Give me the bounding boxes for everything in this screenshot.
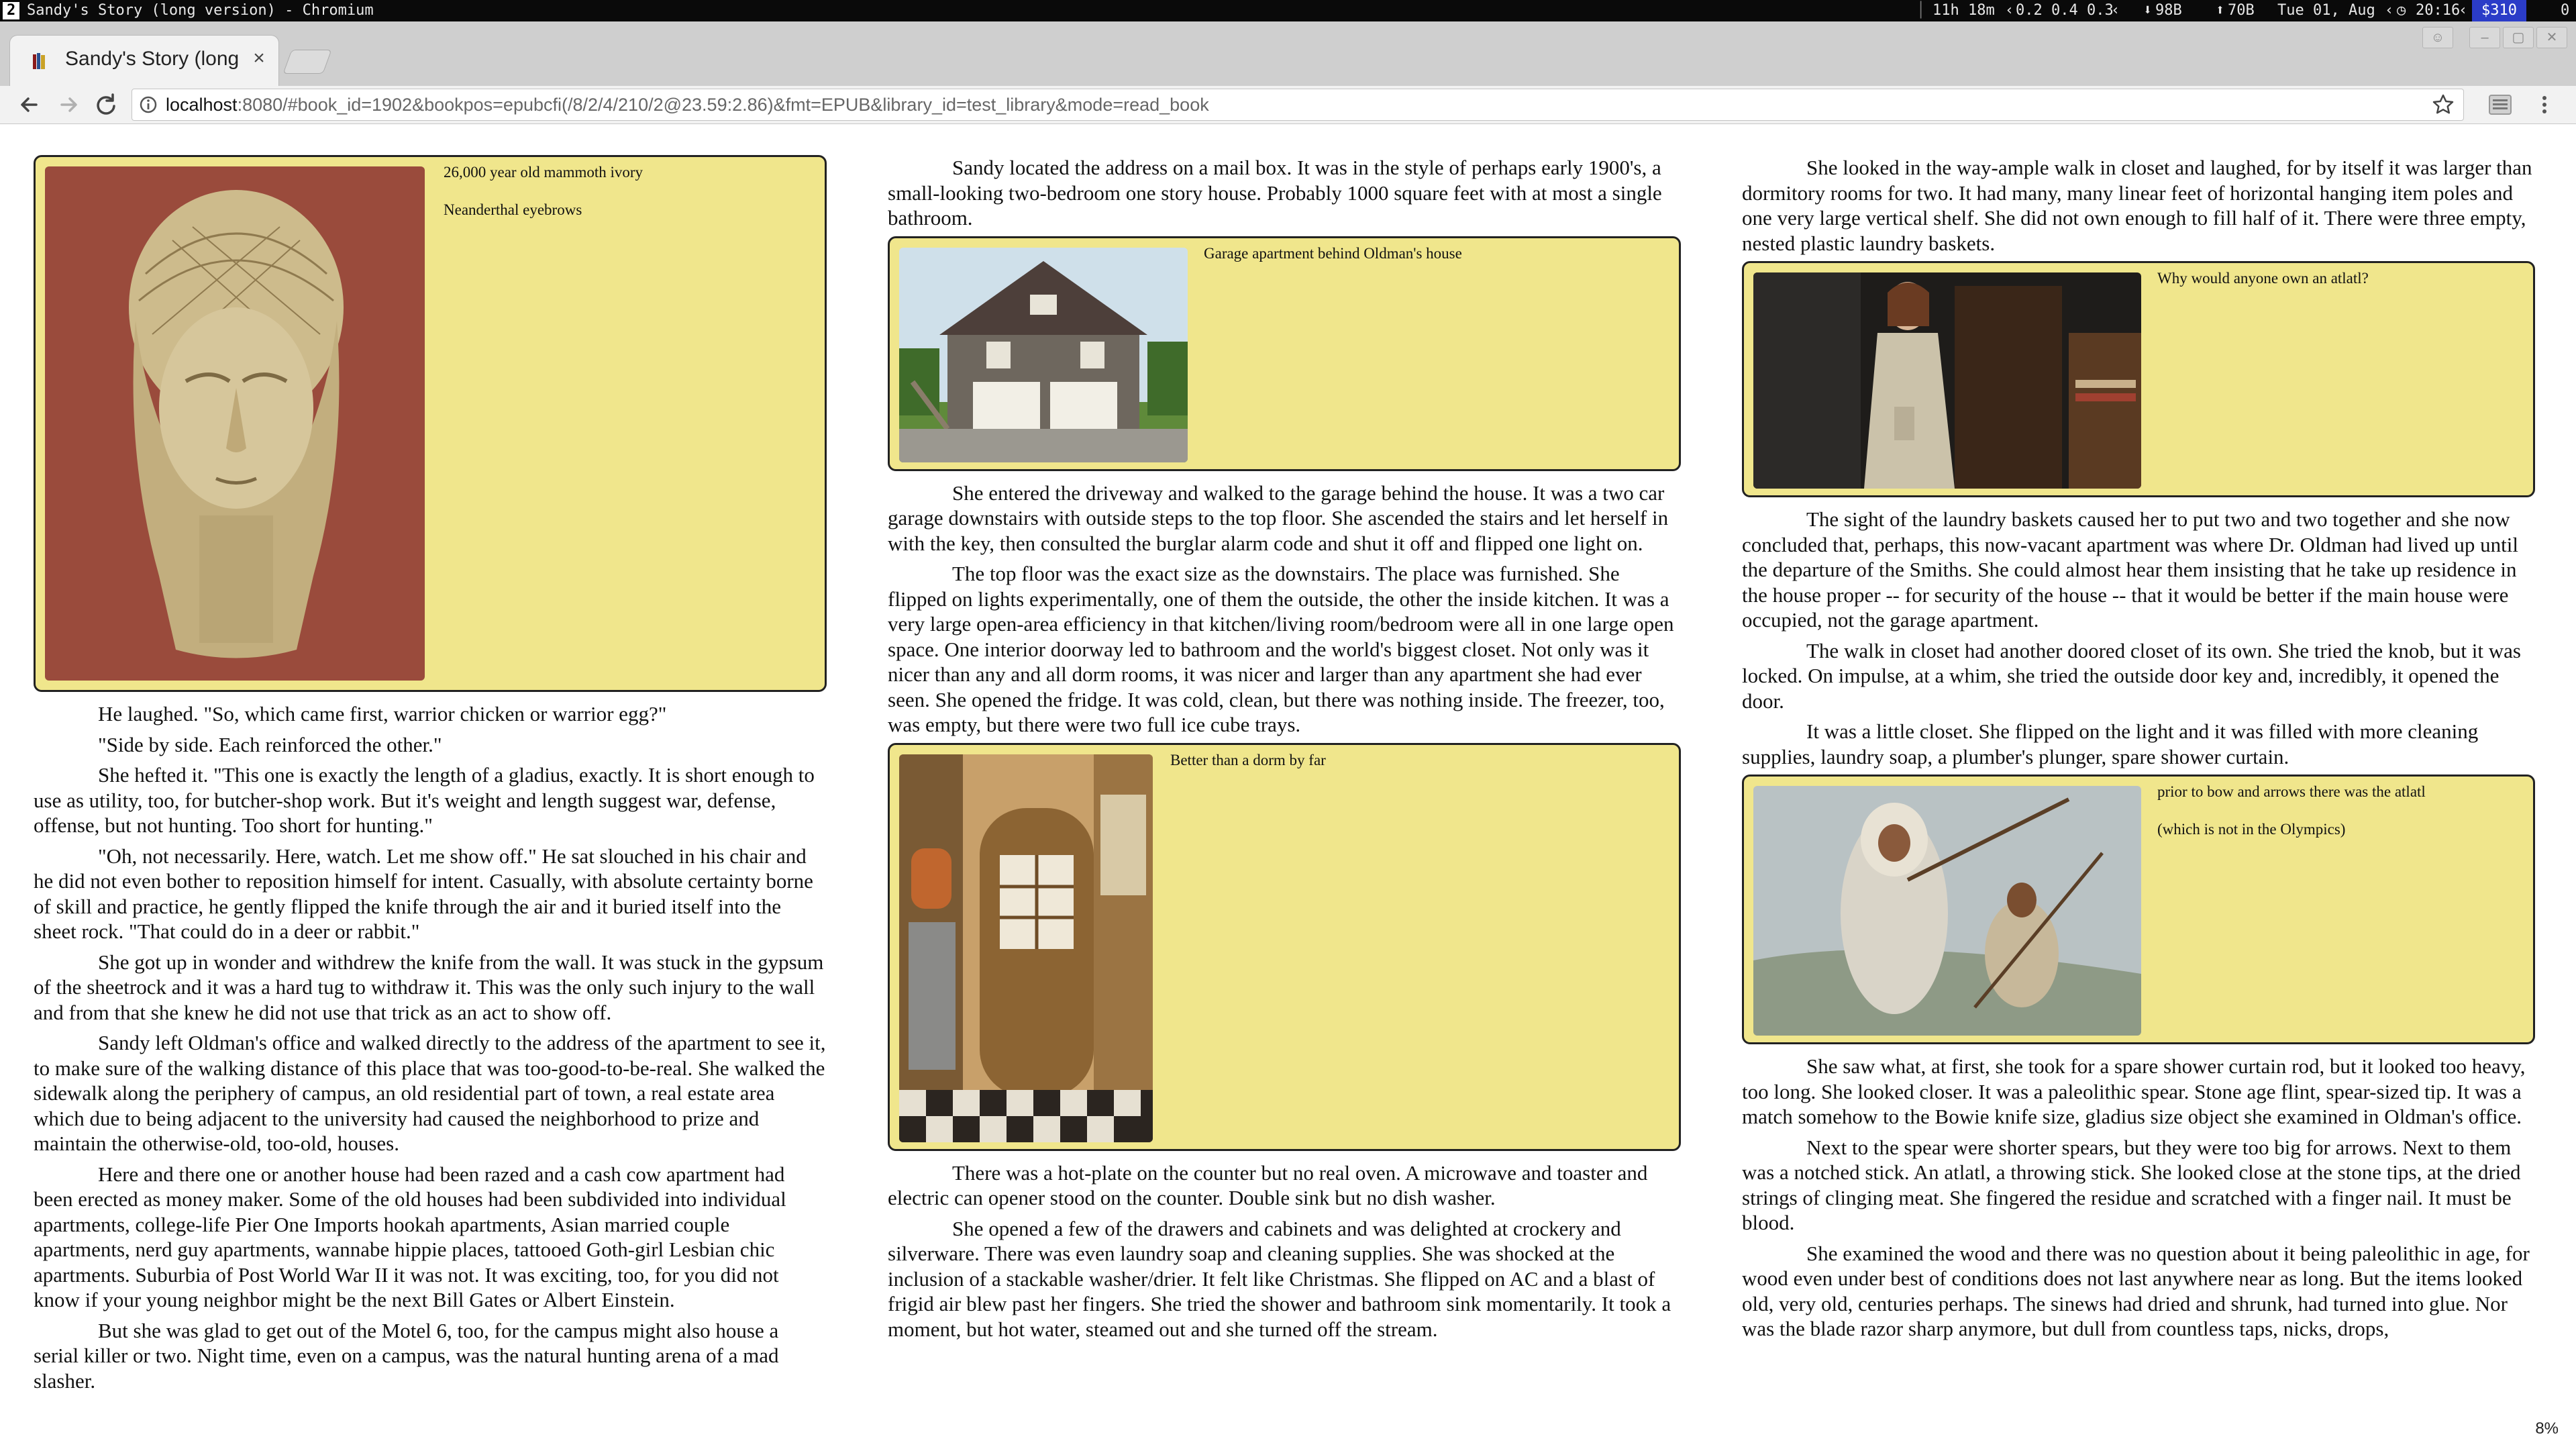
- figure-box: [34, 155, 827, 692]
- paragraph: "Oh, not necessarily. Here, watch. Let me show off." He sat slouched in his chair and he did not even bother to reposition himself for intent. Casually, with absolute certainty borne of skill and practice, he gently flipped the knife through the air and it buried itself into the sheet rock. "That could do in a deer or rabbit.": [34, 844, 813, 943]
- paragraph: He laughed. "So, which came first, warrior chicken or warrior egg?": [98, 702, 667, 726]
- tab-title: Sandy's Story (long: [65, 48, 240, 70]
- paragraph: She saw what, at first, she took for a spare shower curtain rod, but it looked too heavy, too long. She looked closer. It was a paleolithic spear. Stone age flint, spear-sized tip. It was a match somehow to the Bowie knife size, gladius size object she examined in Oldman's office.: [1742, 1054, 2526, 1128]
- tab-strip: [0, 21, 2576, 86]
- paragraph: The sight of the laundry baskets caused her to put two and two together and she now concluded that, perhaps, this now-vacant apartment was where Dr. Oldman had lived up until the departure of the Smiths. She could almost hear them insisting that he take up residence in the house proper -- for security of the house -- that it would be better if the main house were occupied, not the garage apartment.: [1742, 507, 2519, 632]
- system-status-bar: [0, 0, 2576, 21]
- paragraph: But she was glad to get out of the Motel 6, too, for the campus might also house a serial killer or two. Night time, even on a campus, was the natural hunting arena of a mad slasher.: [34, 1318, 779, 1393]
- paragraph: The top floor was the exact size as the downstairs. The place was furnished. She flipped on lights experimentally, one of them the outside, the other the inside kitchen. It was a very large open-area efficiency in that kitchen/living room/bedroom were all in one large open space. One interior doorway led to bathroom and the world's biggest closet. Not only was it nicer than any and all dorm rooms, it was nicer and larger than any apartment she had ever seen. She opened the fridge. It was cold, clean, but there was nothing inside. The freezer, too, was empty, but there were two full ice cube trays.: [888, 562, 1674, 736]
- left-chevron-icon: ‹: [2385, 2, 2394, 19]
- reader-column-1: [34, 155, 827, 1399]
- reader-column-3: [1742, 155, 2535, 1347]
- bookmark-star-icon[interactable]: [2431, 93, 2455, 117]
- kebab-menu-icon[interactable]: [2536, 93, 2553, 117]
- clock-icon: ◷: [2397, 2, 2406, 19]
- book-favicon-icon: [33, 53, 46, 70]
- forward-arrow-icon[interactable]: [52, 89, 85, 121]
- garage-house-image: [899, 248, 1188, 462]
- paragraph: She entered the driveway and walked to the garage behind the house. It was a two car garage downstairs with outside steps to the top floor. She ascended the stairs and let herself in with the key, then consulted the burglar alarm code and shut it off and flipped one light on.: [888, 481, 1669, 555]
- address-bar[interactable]: [132, 89, 2464, 121]
- figure-box: [1742, 261, 2535, 497]
- download-arrow-icon: ⬇: [2143, 2, 2153, 19]
- workspace-indicator[interactable]: 2: [3, 2, 19, 19]
- paragraph: Here and there one or another house had been razed and a cash cow apartment had been erected as money maker. Some of the old houses had been subdivided into individual apartments, college-life Pier One Imports hookah apartments, Asian married couple apartments, nerd guy apartments, wannabe hippie places, tattooed Goth-girl Lesbian chic apartments. Suburbia of Post World War II it was not. It was exciting, too, for you did not know if your young neighbor might be the next Bill Gates or Albert Einstein.: [34, 1162, 786, 1311]
- figure-caption: 26,000 year old mammoth ivory: [444, 164, 643, 181]
- paragraph: She examined the wood and there was no question about it being paleolithic in age, for wood even under best of conditions does not last anywhere near as long. But the items looked old, very old, centuries perhaps. The sinews had dried and shrunk, had turned into glue. Nor was the blade razor sharp anymore, but dull from countless taps, nicks, drops,: [1742, 1241, 2530, 1340]
- profile-icon[interactable]: ☺: [2422, 27, 2453, 48]
- close-window-button[interactable]: ✕: [2536, 27, 2567, 48]
- net-upload: 70B: [2228, 2, 2255, 19]
- paragraph: "Side by side. Each reinforced the other.": [98, 732, 442, 756]
- paragraph: The walk in closet had another doored closet of its own. She tried the knob, but it was locked. On impulse, at a whim, she tried the outside door key and, incredibly, it opened the door.: [1742, 638, 2521, 713]
- figure-caption: prior to bow and arrows there was the atlatl: [2157, 783, 2426, 800]
- paragraph: There was a hot-plate on the counter but no real oven. A microwave and toaster and electric can opener stood on the counter. Double sink but no dish washer.: [888, 1160, 1648, 1209]
- maximize-window-button[interactable]: ▢: [2503, 27, 2534, 48]
- extension-icon[interactable]: [2488, 94, 2512, 115]
- atlatl-hunters-image: [1753, 786, 2141, 1036]
- url-text[interactable]: [166, 95, 1209, 115]
- woman-in-closet-image: [1753, 272, 2141, 489]
- figure-box: [888, 236, 1681, 471]
- figure-caption: Neanderthal eyebrows: [444, 201, 582, 218]
- figure-caption: Why would anyone own an atlatl?: [2157, 270, 2369, 287]
- figure-caption: Garage apartment behind Oldman's house: [1204, 244, 1462, 262]
- notification-count: 0: [2561, 2, 2570, 19]
- left-chevron-icon: ‹: [2005, 2, 2014, 19]
- date: Tue 01, Aug: [2277, 2, 2375, 19]
- url-path: :8080/#book_id=1902&bookpos=epubcfi(/8/2/4/210/2@23.59:2.86)&fmt=EPUB&library_id=test_library&mode=read_book: [237, 95, 1209, 115]
- tab-close-button[interactable]: ×: [253, 47, 265, 69]
- paragraph: Next to the spear were shorter spears, but they were too big for arrows. Next to them was a notched stick. An atlatl, a throwing stick. She looked close at the stone tips, at the dried strings of clinging meat. She fingered the residue and scratched with a finger nail. It must be blood.: [1742, 1135, 2521, 1234]
- time: 20:16: [2416, 2, 2461, 19]
- net-download: 98B: [2155, 2, 2182, 19]
- reading-progress: 8%: [2535, 1419, 2559, 1438]
- money-indicator: $310: [2472, 0, 2526, 21]
- left-chevron-icon: ‹: [2459, 2, 2468, 19]
- separator-icon: │: [1916, 2, 1926, 19]
- kitchen-door-image: [899, 754, 1153, 1142]
- paragraph: Sandy located the address on a mail box. It was in the style of perhaps early 1900's, a small-looking two-bedroom one story house. Probably 1000 square feet with at most a single bathroom.: [888, 156, 1662, 230]
- book-reader[interactable]: [0, 124, 2576, 1449]
- back-arrow-icon[interactable]: [13, 89, 46, 121]
- paragraph: She got up in wonder and withdrew the knife from the wall. It was stuck in the gypsum of the sheetrock and it was a hard tug to withdraw it. This was the only such injury to the wall and from that she knew he did not use that trick as an act to show off.: [34, 950, 824, 1024]
- paragraph: She hefted it. "This one is exactly the length of a gladius, exactly. It is short enough to use as utility, too, for butcher-shop work. But it's weight and length suggest war, defense, offense, but not hunting. Too short for hunting.": [34, 763, 815, 837]
- new-tab-button[interactable]: [282, 50, 331, 74]
- load-average: 0.2 0.4 0.3: [2016, 2, 2114, 19]
- figure-caption: (which is not in the Olympics): [2157, 821, 2346, 838]
- paragraph: She looked in the way-ample walk in closet and laughed, for by itself it was larger than dormitory rooms for two. It had many, many linear feet of horizontal hanging item poles and one very large vertical shelf. She did not own enough to fill half of it. There were three empty, nested plastic laundry baskets.: [1742, 156, 2532, 255]
- figure-caption: Better than a dorm by far: [1170, 751, 1326, 768]
- window-title: Sandy's Story (long version) - Chromium: [27, 2, 374, 19]
- minimize-window-button[interactable]: –: [2469, 27, 2500, 48]
- paragraph: It was a little closet. She flipped on the light and it was filled with more cleaning supplies, laundry soap, a plumber's plunger, spare shower curtain.: [1742, 719, 2479, 768]
- figure-box: [1742, 775, 2535, 1044]
- tab-active[interactable]: [9, 35, 279, 87]
- paragraph: She opened a few of the drawers and cabinets and was delighted at crockery and silverware. There was even laundry soap and cleaning supplies. She was shocked at the inclusion of a stackable washer/drier. It felt like Christmas. She flipped on AC and a blast of frigid air blew past her fingers. She tried the shower and bathroom sink momentarily. It took a moment, but hot water, steamed out and she turned off the stream.: [888, 1216, 1671, 1341]
- figure-box: [888, 743, 1681, 1151]
- reader-column-2: [888, 155, 1681, 1347]
- browser-toolbar: [0, 86, 2576, 124]
- left-chevron-icon: ‹: [2111, 2, 2120, 19]
- url-host: localhost: [166, 95, 238, 115]
- uptime: 11h 18m: [1933, 2, 1995, 19]
- paragraph: Sandy left Oldman's office and walked directly to the address of the apartment to see it, to make sure of the walking distance of this place that was too-good-to-be-real. She walked the sidewalk along the periphery of campus, an old residential part of town, a real estate area which due to being adjacent to the university had caused the neighborhood to prize and maintain the otherwise-old, too-old, houses.: [34, 1031, 826, 1155]
- ivory-venus-image: [45, 166, 425, 681]
- upload-arrow-icon: ⬆: [2216, 2, 2225, 19]
- site-info-icon[interactable]: [139, 95, 158, 114]
- reload-icon[interactable]: [90, 89, 122, 121]
